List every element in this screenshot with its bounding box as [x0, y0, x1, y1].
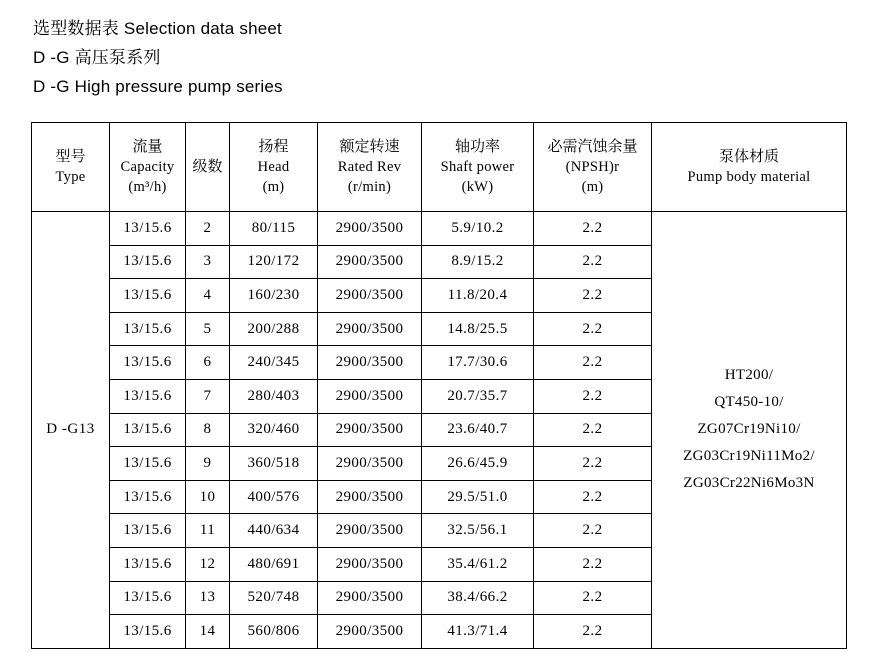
cell-capacity: 13/15.6 — [110, 480, 186, 514]
cell-material — [652, 212, 847, 649]
cell-rated-rev: 2900/3500 — [318, 447, 422, 481]
cell-npsh: 2.2 — [534, 615, 652, 649]
cell-rated-rev: 2900/3500 — [318, 480, 422, 514]
cell-npsh: 2.2 — [534, 279, 652, 313]
header-material-en: Pump body material — [687, 169, 811, 185]
cell-head: 360/518 — [230, 447, 318, 481]
header-head — [230, 123, 318, 212]
cell-rated-rev: 2900/3500 — [318, 547, 422, 581]
cell-stage: 10 — [186, 480, 230, 514]
header-npsh-en: (NPSH)r — [565, 159, 620, 175]
table-row — [32, 212, 847, 246]
header-type — [32, 123, 110, 212]
cell-npsh: 2.2 — [534, 346, 652, 380]
cell-rated-rev: 2900/3500 — [318, 212, 422, 246]
header-capacity-en: Capacity — [120, 159, 175, 175]
header-material-cn: 泵体材质 — [718, 148, 779, 165]
header-stage-cn: 级数 — [192, 158, 223, 175]
cell-capacity: 13/15.6 — [110, 245, 186, 279]
cell-npsh: 2.2 — [534, 547, 652, 581]
table-header — [32, 123, 847, 212]
cell-shaft-power: 20.7/35.7 — [422, 379, 534, 413]
cell-stage: 3 — [186, 245, 230, 279]
cell-capacity: 13/15.6 — [110, 346, 186, 380]
header-shaft-power-unit: (kW) — [461, 179, 494, 195]
material-line: ZG03Cr22Ni6Mo3N — [683, 475, 815, 492]
cell-shaft-power: 32.5/56.1 — [422, 514, 534, 548]
cell-shaft-power: 41.3/71.4 — [422, 615, 534, 649]
header-stage — [186, 123, 230, 212]
cell-npsh: 2.2 — [534, 212, 652, 246]
header-shaft-power-cn: 轴功率 — [454, 138, 500, 155]
cell-head: 160/230 — [230, 279, 318, 313]
cell-shaft-power: 14.8/25.5 — [422, 312, 534, 346]
header-rated-rev-cn: 额定转速 — [339, 138, 400, 155]
cell-head: 320/460 — [230, 413, 318, 447]
header-material — [652, 123, 847, 212]
header-head-en: Head — [257, 159, 290, 175]
cell-npsh: 2.2 — [534, 245, 652, 279]
table-header-row — [32, 123, 847, 212]
cell-stage: 14 — [186, 615, 230, 649]
header-head-unit: (m) — [262, 179, 285, 195]
cell-shaft-power: 26.6/45.9 — [422, 447, 534, 481]
table-body — [32, 212, 847, 649]
header-shaft-power — [422, 123, 534, 212]
header-rated-rev-unit: (r/min) — [347, 179, 392, 195]
cell-shaft-power: 11.8/20.4 — [422, 279, 534, 313]
cell-head: 120/172 — [230, 245, 318, 279]
cell-stage: 13 — [186, 581, 230, 615]
header-npsh-unit: (m) — [581, 179, 604, 195]
cell-head: 520/748 — [230, 581, 318, 615]
cell-capacity: 13/15.6 — [110, 514, 186, 548]
cell-head: 240/345 — [230, 346, 318, 380]
header-capacity — [110, 123, 186, 212]
cell-rated-rev: 2900/3500 — [318, 379, 422, 413]
cell-capacity: 13/15.6 — [110, 379, 186, 413]
cell-stage: 5 — [186, 312, 230, 346]
cell-capacity: 13/15.6 — [110, 279, 186, 313]
material-line: QT450-10/ — [714, 394, 784, 411]
cell-rated-rev: 2900/3500 — [318, 514, 422, 548]
header-type-en: Type — [55, 169, 86, 185]
selection-data-table — [31, 122, 847, 649]
cell-stage: 8 — [186, 413, 230, 447]
cell-head: 80/115 — [230, 212, 318, 246]
cell-npsh: 2.2 — [534, 379, 652, 413]
cell-rated-rev: 2900/3500 — [318, 581, 422, 615]
cell-capacity: 13/15.6 — [110, 212, 186, 246]
cell-shaft-power: 29.5/51.0 — [422, 480, 534, 514]
cell-capacity: 13/15.6 — [110, 615, 186, 649]
cell-stage: 6 — [186, 346, 230, 380]
material-line: ZG03Cr19Ni11Mo2/ — [683, 448, 815, 465]
cell-npsh: 2.2 — [534, 312, 652, 346]
cell-shaft-power: 17.7/30.6 — [422, 346, 534, 380]
cell-rated-rev: 2900/3500 — [318, 245, 422, 279]
cell-npsh: 2.2 — [534, 447, 652, 481]
header-capacity-cn: 流量 — [132, 138, 163, 155]
document-titles — [33, 14, 283, 101]
cell-shaft-power: 35.4/61.2 — [422, 547, 534, 581]
cell-stage: 4 — [186, 279, 230, 313]
header-rated-rev — [318, 123, 422, 212]
cell-stage: 2 — [186, 212, 230, 246]
cell-npsh: 2.2 — [534, 413, 652, 447]
header-type-cn: 型号 — [55, 148, 86, 165]
cell-head: 440/634 — [230, 514, 318, 548]
cell-shaft-power: 38.4/66.2 — [422, 581, 534, 615]
cell-shaft-power: 8.9/15.2 — [422, 245, 534, 279]
cell-stage: 7 — [186, 379, 230, 413]
cell-capacity: 13/15.6 — [110, 312, 186, 346]
cell-npsh: 2.2 — [534, 581, 652, 615]
cell-stage: 11 — [186, 514, 230, 548]
cell-head: 560/806 — [230, 615, 318, 649]
title-line-2: D -G 高压泵系列 — [33, 48, 161, 67]
cell-head: 280/403 — [230, 379, 318, 413]
header-shaft-power-en: Shaft power — [440, 159, 515, 175]
header-capacity-unit: (m³/h) — [128, 179, 167, 195]
cell-stage: 12 — [186, 547, 230, 581]
cell-shaft-power: 5.9/10.2 — [422, 212, 534, 246]
material-line: HT200/ — [724, 367, 774, 384]
cell-npsh: 2.2 — [534, 480, 652, 514]
cell-capacity: 13/15.6 — [110, 413, 186, 447]
material-line: ZG07Cr19Ni10/ — [697, 421, 801, 438]
cell-capacity: 13/15.6 — [110, 547, 186, 581]
title-line-1: 选型数据表 Selection data sheet — [33, 19, 282, 38]
cell-rated-rev: 2900/3500 — [318, 413, 422, 447]
cell-rated-rev: 2900/3500 — [318, 279, 422, 313]
cell-rated-rev: 2900/3500 — [318, 312, 422, 346]
header-npsh — [534, 123, 652, 212]
title-line-3: D -G High pressure pump series — [33, 77, 283, 96]
cell-npsh: 2.2 — [534, 514, 652, 548]
cell-head: 200/288 — [230, 312, 318, 346]
cell-shaft-power: 23.6/40.7 — [422, 413, 534, 447]
cell-rated-rev: 2900/3500 — [318, 615, 422, 649]
cell-rated-rev: 2900/3500 — [318, 346, 422, 380]
header-rated-rev-en: Rated Rev — [337, 159, 402, 175]
cell-head: 400/576 — [230, 480, 318, 514]
cell-stage: 9 — [186, 447, 230, 481]
cell-type: D -G13 — [32, 212, 110, 649]
cell-capacity: 13/15.6 — [110, 581, 186, 615]
header-npsh-cn: 必需汽蚀余量 — [547, 138, 638, 155]
cell-capacity: 13/15.6 — [110, 447, 186, 481]
cell-head: 480/691 — [230, 547, 318, 581]
header-head-cn: 扬程 — [258, 138, 289, 155]
